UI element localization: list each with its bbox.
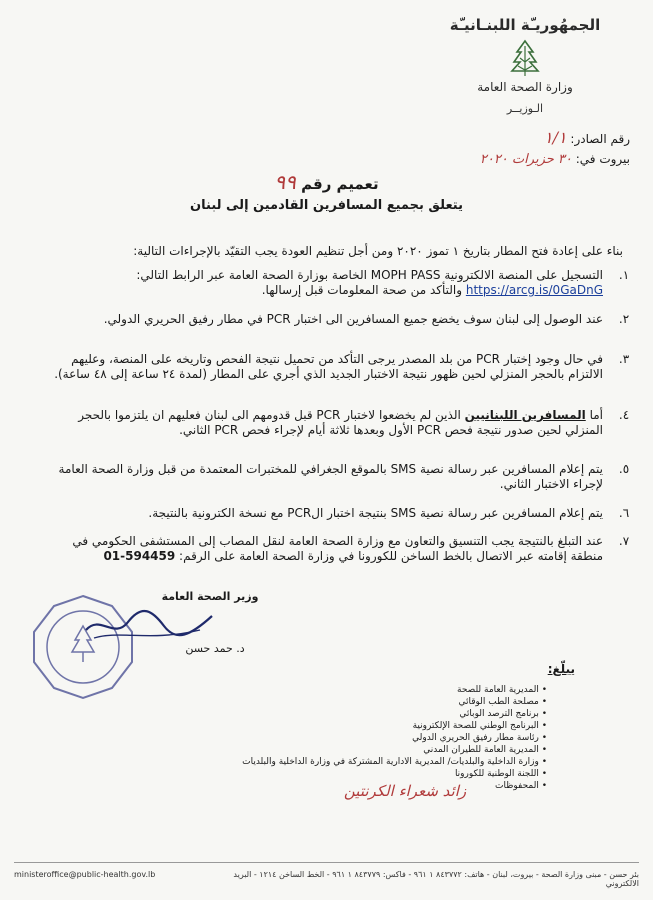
intro-paragraph: بناء على إعادة فتح المطار بتاريخ ١ تموز ٢٠٢٠ ومن أجل تنظيم العودة يجب التقيّد بالإجراءات التالية: (133, 244, 623, 258)
circular-title: تعميم رقم (301, 175, 379, 193)
list-item (45, 268, 635, 298)
ministry-header (425, 16, 625, 115)
circular-subject: يتعلق بجميع المسافرين القادمين إلى لبنان (190, 198, 463, 213)
footer-divider (14, 862, 639, 863)
beirut-label: بيروت في: (575, 152, 630, 166)
ministry-name: وزارة الصحة العامة (477, 80, 573, 94)
list-item (45, 312, 635, 327)
item-text: يتم إعلام المسافرين عبر رسالة نصية SMS بنتيجة اختبار الPCR مع نسخة الكترونية بالنتيجة. (148, 506, 603, 520)
distribution-heading: يبلّغ: (547, 662, 575, 676)
list-item: • برنامج الترصد الوبائي (459, 709, 547, 719)
item-text: عند التبلغ بالنتيجة يجب التنسيق والتعاون مع وزارة الصحة العامة لنقل المصاب إلى المستشفى الحكومي في منطقة إقامته عبر الاتصال بالخط الساخن للكورونا في وزارة الصحة العامة على الرقم: (72, 534, 603, 563)
item-number: ٦. (618, 506, 630, 520)
list-item: • اللجنة الوطنية للكورونا (454, 769, 547, 779)
issue-value: ١/١ (544, 128, 567, 147)
item-text: يتم إعلام المسافرين عبر رسالة نصية SMS بالموقع الجغرافي للمختبرات المعتمدة من قبل وزارة الصحة العامة لإجراء الاختبار الثاني. (58, 462, 603, 491)
circular-title-row (0, 170, 653, 194)
list-item: • مصلحة الطب الوقائي (458, 697, 547, 707)
lebanese-travelers-emphasis: المسافرين اللبنانيين (464, 408, 586, 422)
list-item (45, 506, 635, 521)
signature-scribble (80, 600, 220, 648)
date-row (440, 152, 630, 167)
item-text: الذين لم يخضعوا لاختبار PCR قبل قدومهم الى لبنان فعليهم ان يلتزموا بالحجر المنزلي لحين صدور نتيجة فحص PCR الأول وبعدها ثلاثة أيام لإجراء فحص PCR الثاني. (78, 408, 603, 437)
item-number: ١. (618, 268, 630, 282)
list-item: • المحفوظات (494, 781, 547, 791)
list-item: • رئاسة مطار رفيق الحريري الدولي (412, 733, 547, 743)
item-number: ٧. (618, 534, 630, 548)
list-item (45, 534, 635, 564)
item-number: ٤. (618, 408, 630, 422)
footer-email[interactable]: ministeroffice@public-health.gov.lb (14, 870, 156, 879)
list-item: • المديرية العامة للصحة (457, 685, 547, 695)
item-text-b: والتأكد من صحة المعلومات قبل إرسالها. (261, 283, 463, 297)
item-text: عند الوصول إلى لبنان سوف يخضع جميع المسافرين الى اختبار PCR في مطار رفيق الحريري الدولي. (103, 312, 603, 326)
list-item: • وزارة الداخلية والبلديات/ المديرية الادارية المشتركة في وزارة الداخلية والبلديات (242, 757, 547, 767)
distribution-list (217, 684, 547, 792)
list-item (45, 408, 635, 438)
date-value: ٣٠ حزيرات ٢٠٢٠ (479, 152, 572, 167)
list-item (45, 352, 635, 382)
issue-number-row (440, 128, 630, 147)
item-number: ٢. (618, 312, 630, 326)
minister-label: الـوزيــر (506, 102, 544, 115)
list-item: • البرنامج الوطني للصحة الإلكترونية (412, 721, 547, 731)
republic-name: الجمهُوريـّة اللبنـانيـّة (449, 16, 601, 34)
circular-number: ٩٩ (274, 170, 296, 194)
handwritten-annotation: زائد شعراء الكرنتين (343, 782, 467, 800)
item-text: التسجيل على المنصة الالكترونية MOPH PASS الخاصة بوزارة الصحة العامة عبر الرابط التالي: (136, 268, 603, 282)
item-number: ٣. (618, 352, 630, 366)
signature-title: وزير الصحة العامة (161, 590, 259, 603)
issue-label: رقم الصادر: (570, 132, 630, 146)
list-item: • المديرية العامة للطيران المدني (423, 745, 547, 755)
item-text: في حال وجود إختبار PCR من بلد المصدر يرجى التأكد من تحميل نتيجة الفحص وتاريخه على المنصة، وعليهم الالتزام بالحجر المنزلي لحين ظهور نتيجة الاختبار الجديد الذي أجري على المطار (لمدة ٢٤ ساعة إلى ٤٨ ساعة). (54, 352, 603, 381)
footer-contact: بئر حسن - مبنى وزارة الصحة - بيروت، لبنان - هاتف: ٨٤٣٧٧٢ ١ ٩٦١ - فاكس: ٨٤٣٧٧٩ ١ ٩٦١ - الخط الساخن ١٢١٤ - البريد الالكتروني (233, 870, 639, 888)
hotline-number: 01-594459 (103, 549, 176, 563)
registration-link[interactable]: https://arcg.is/0GaDnG (465, 283, 603, 297)
signatory-name: د. حمد حسن (185, 642, 245, 655)
item-lead: أما (589, 408, 603, 422)
item-number: ٥. (618, 462, 630, 476)
list-item (45, 462, 635, 492)
cedar-logo (508, 38, 542, 78)
